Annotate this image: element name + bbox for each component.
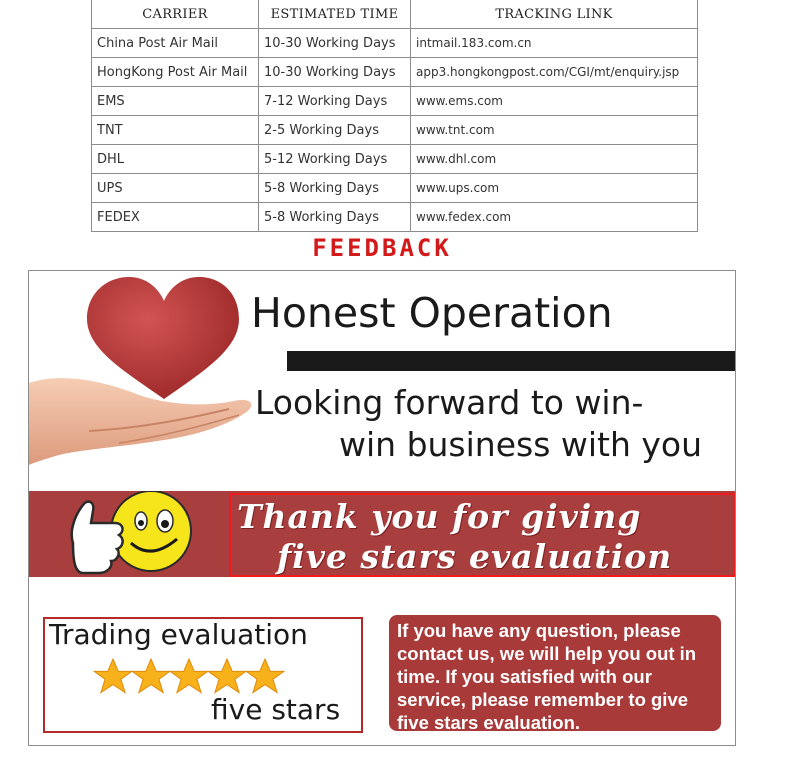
table-row bbox=[92, 145, 698, 174]
time-cell: 5-8 Working Days bbox=[259, 174, 411, 203]
divider-bar bbox=[287, 351, 735, 371]
carrier-cell: China Post Air Mail bbox=[92, 29, 259, 58]
column-header-estimated-time: ESTIMATED TIME bbox=[259, 0, 411, 29]
carrier-cell: EMS bbox=[92, 87, 259, 116]
table-row bbox=[92, 58, 698, 87]
headline: Honest Operation bbox=[251, 289, 613, 337]
tracking-link-cell[interactable]: www.ups.com bbox=[411, 174, 698, 203]
contact-message-box bbox=[389, 615, 721, 731]
feedback-banner bbox=[28, 270, 736, 746]
table-header-row bbox=[92, 0, 698, 29]
feedback-title: FEEDBACK bbox=[312, 234, 452, 262]
carrier-cell: FEDEX bbox=[92, 203, 259, 232]
tagline-line-1: Looking forward to win- bbox=[255, 383, 644, 422]
trading-evaluation-label: Trading evaluation bbox=[49, 618, 308, 651]
tagline-line-2: win business with you bbox=[339, 425, 703, 464]
time-cell: 5-12 Working Days bbox=[259, 145, 411, 174]
contact-message: If you have any question, please contact us, we will help you out in time. If you satisfied with our service, please remember to give five stars evaluation. bbox=[397, 620, 697, 733]
time-cell: 5-8 Working Days bbox=[259, 203, 411, 232]
time-cell: 10-30 Working Days bbox=[259, 29, 411, 58]
carrier-cell: UPS bbox=[92, 174, 259, 203]
carrier-cell: TNT bbox=[92, 116, 259, 145]
carrier-cell: HongKong Post Air Mail bbox=[92, 58, 259, 87]
table-row bbox=[92, 29, 698, 58]
five-star-rating bbox=[93, 657, 293, 697]
star-icon bbox=[208, 659, 246, 693]
tracking-link-cell[interactable]: www.fedex.com bbox=[411, 203, 698, 232]
five-stars-label: five stars bbox=[211, 693, 341, 726]
heart-in-hand-image bbox=[29, 271, 259, 471]
thanks-line-1: Thank you for giving bbox=[237, 497, 642, 536]
star-icon bbox=[246, 659, 284, 693]
heart-icon bbox=[87, 277, 239, 399]
tracking-link-cell[interactable]: intmail.183.com.cn bbox=[411, 29, 698, 58]
shipping-table bbox=[91, 0, 698, 232]
thumbs-up-smiley-icon bbox=[53, 491, 203, 577]
table-row bbox=[92, 87, 698, 116]
tracking-link-cell[interactable]: www.dhl.com bbox=[411, 145, 698, 174]
star-icon bbox=[170, 659, 208, 693]
table-row bbox=[92, 203, 698, 232]
thanks-line-2: five stars evaluation bbox=[277, 537, 673, 576]
trading-evaluation-box bbox=[43, 617, 363, 733]
tracking-link-cell[interactable]: www.ems.com bbox=[411, 87, 698, 116]
time-cell: 2-5 Working Days bbox=[259, 116, 411, 145]
column-header-tracking-link: TRACKING LINK bbox=[411, 0, 698, 29]
tracking-link-cell[interactable]: app3.hongkongpost.com/CGI/mt/enquiry.jsp bbox=[411, 58, 698, 87]
star-icon bbox=[132, 659, 170, 693]
table-row bbox=[92, 174, 698, 203]
time-cell: 10-30 Working Days bbox=[259, 58, 411, 87]
tracking-link-cell[interactable]: www.tnt.com bbox=[411, 116, 698, 145]
table-row bbox=[92, 116, 698, 145]
time-cell: 7-12 Working Days bbox=[259, 87, 411, 116]
star-icon bbox=[94, 659, 132, 693]
column-header-carrier: CARRIER bbox=[92, 0, 259, 29]
carrier-cell: DHL bbox=[92, 145, 259, 174]
